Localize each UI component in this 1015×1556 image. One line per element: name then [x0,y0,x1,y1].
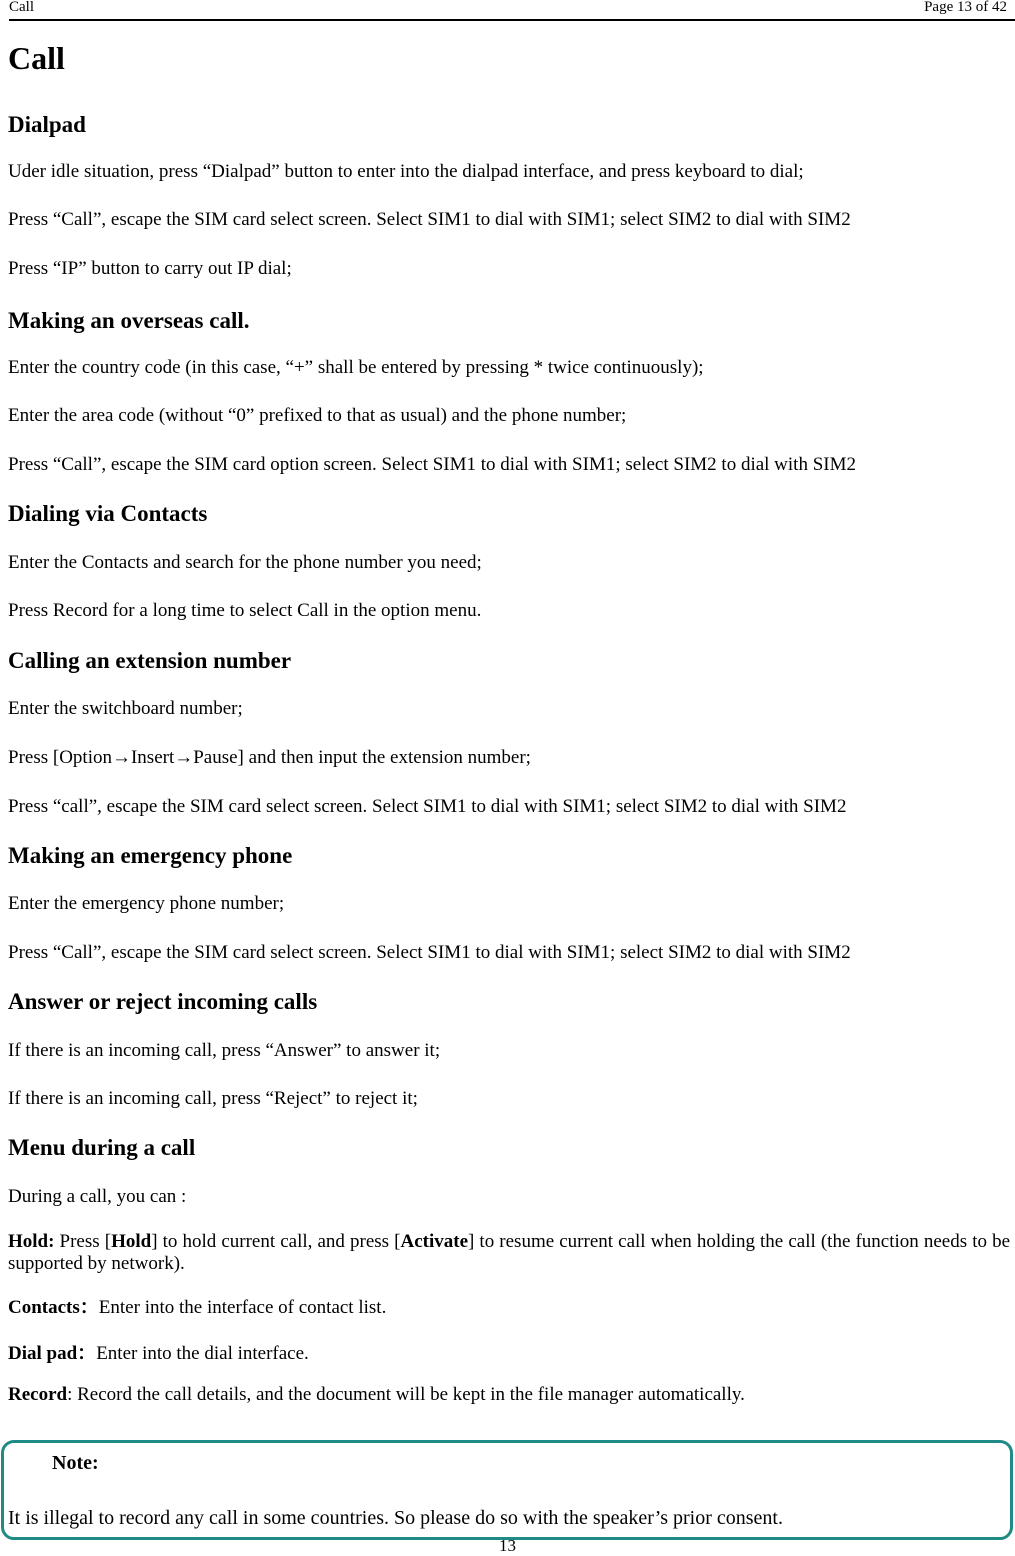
dialpad-paragraph: Dial pad：Enter into the dial interface. [8,1343,309,1364]
paragraph: If there is an incoming call, press “Answer” to answer it; [8,1040,441,1061]
section-heading-emergency: Making an emergency phone [8,843,293,868]
contacts-label: Contacts [8,1297,80,1318]
note-label: Note: [52,1452,99,1474]
section-heading-incoming: Answer or reject incoming calls [8,989,318,1014]
paragraph: Press [Option→Insert→Pause] and then input the extension number; [8,747,531,768]
record-label: Record [8,1384,68,1405]
paragraph: Uder idle situation, press “Dialpad” button to enter into the dialpad interface, and press keyboard to dial; [8,161,804,182]
record-paragraph: Record: Record the call details, and the document will be kept in the file manager automatically. [8,1384,745,1405]
paragraph: Press “Call”, escape the SIM card select screen. Select SIM1 to dial with SIM1; select SIM2 to dial with SIM2 [8,209,851,230]
paragraph: Enter the Contacts and search for the phone number you need; [8,552,482,573]
paragraph: Press Record for a long time to select Call in the option menu. [8,600,482,621]
note-text: It is illegal to record any call in some countries. So please do so with the speaker’s prior consent. [8,1507,783,1529]
page-title: Call [8,40,65,76]
section-heading-menu: Menu during a call [8,1135,196,1160]
running-header-page: Page 13 of 42 [924,0,1007,15]
section-heading-contacts: Dialing via Contacts [8,501,208,526]
page-number: 13 [499,1536,516,1555]
section-heading-dialpad: Dialpad [8,112,86,137]
paragraph: Enter the country code (in this case, “+” shall be entered by pressing * twice continuously); [8,357,704,378]
paragraph: Enter the area code (without “0” prefixed to that as usual) and the phone number; [8,405,627,426]
paragraph: If there is an incoming call, press “Reject” to reject it; [8,1088,418,1109]
section-heading-extension: Calling an extension number [8,648,292,673]
hold-label: Hold: [8,1231,55,1252]
hold-paragraph: Hold: Press [Hold] to hold current call, and press [Activate] to resume current call when holding the call (the function needs to be supported by network). [8,1231,1011,1274]
contacts-paragraph: Contacts：Enter into the interface of contact list. [8,1297,387,1318]
paragraph: Enter the emergency phone number; [8,893,285,914]
paragraph: Press “Call”, escape the SIM card select screen. Select SIM1 to dial with SIM1; select SIM2 to dial with SIM2 [8,942,851,963]
paragraph: Enter the switchboard number; [8,698,243,719]
paragraph: Press “Call”, escape the SIM card option screen. Select SIM1 to dial with SIM1; select SIM2 to dial with SIM2 [8,454,856,475]
paragraph: During a call, you can : [8,1186,187,1207]
paragraph: Press “IP” button to carry out IP dial; [8,258,292,279]
paragraph: Press “call”, escape the SIM card select screen. Select SIM1 to dial with SIM1; select SIM2 to dial with SIM2 [8,796,847,817]
dialpad-label: Dial pad [8,1343,78,1364]
section-heading-overseas: Making an overseas call. [8,308,250,333]
header-divider [9,19,1015,21]
running-header-title: Call [9,0,34,15]
